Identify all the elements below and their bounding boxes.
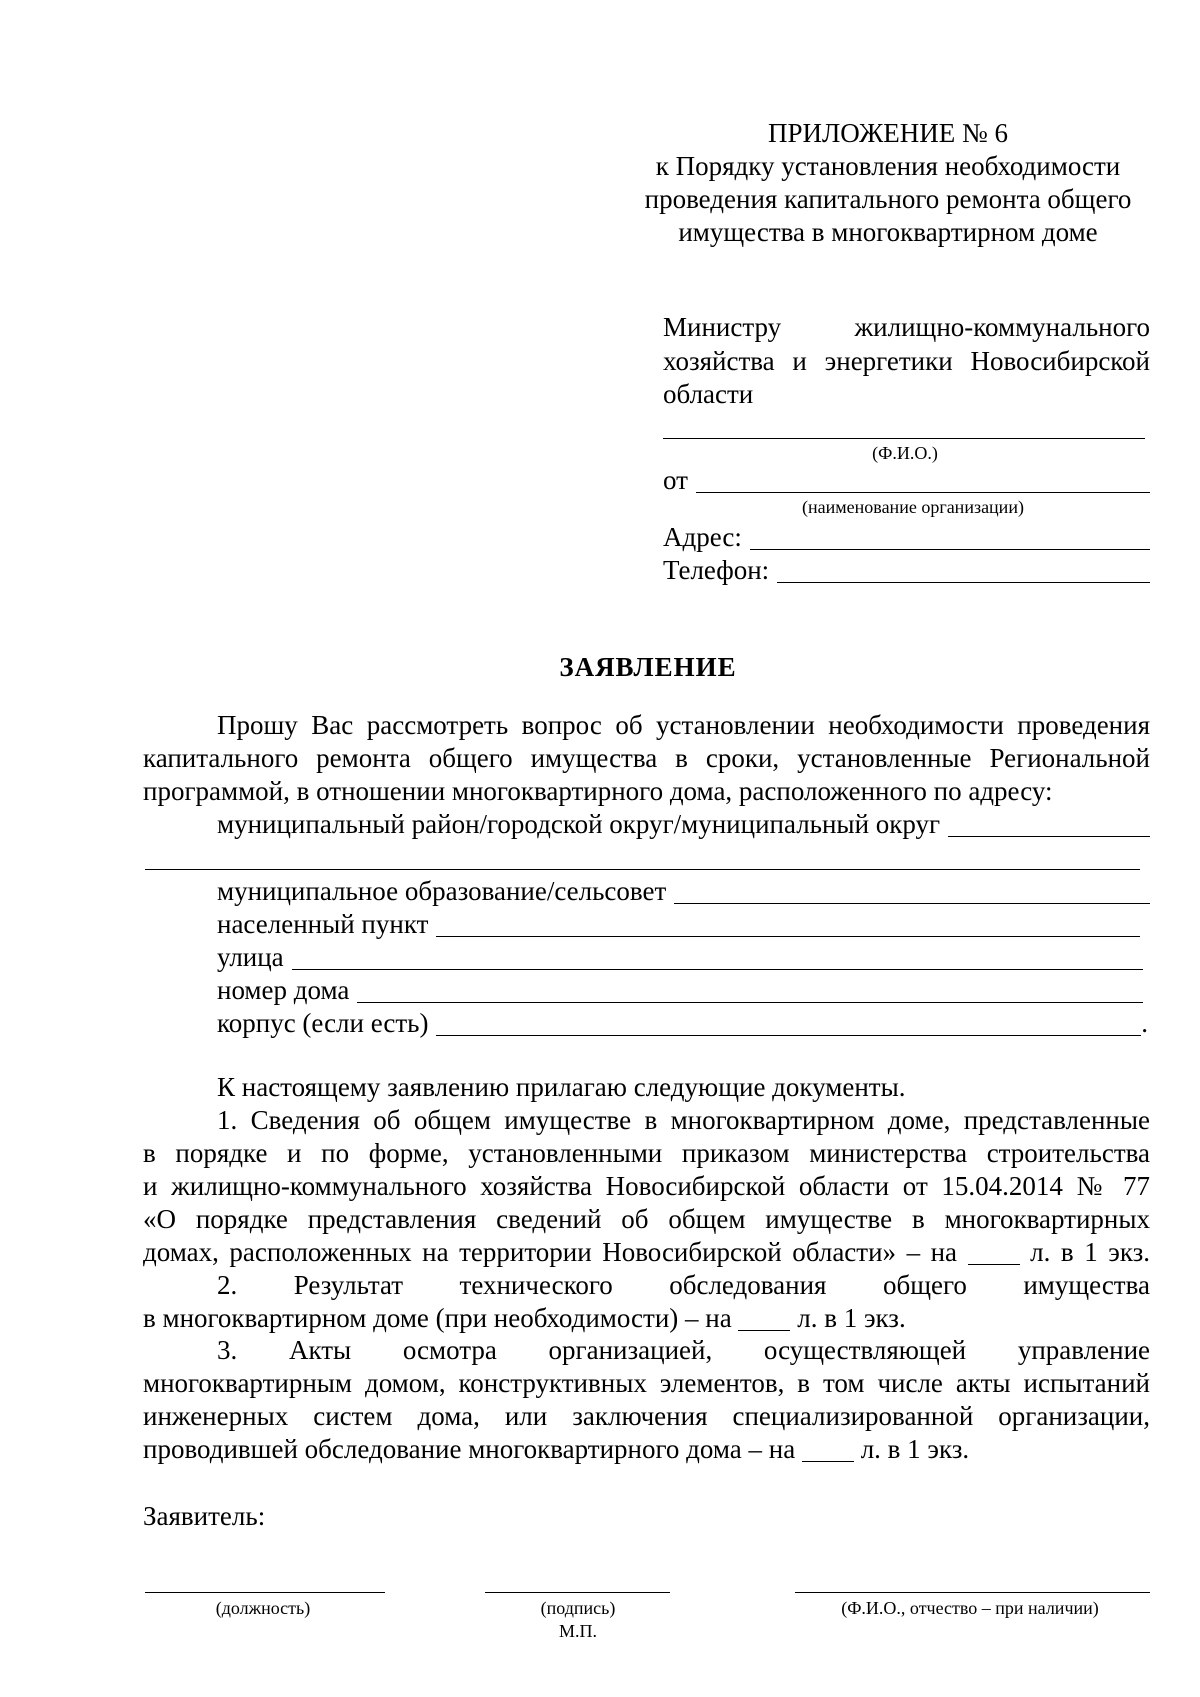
attachment-1-line-4: «О порядке представления сведений об общем имуществе в многоквартирных xyxy=(143,1204,1150,1234)
signature-blank xyxy=(485,1592,670,1593)
municipality-row xyxy=(217,875,1150,907)
request-line-2: капитального ремонта общего имущества в сроки, установленные Региональной xyxy=(143,743,1150,773)
street-label: улица xyxy=(217,942,284,972)
house-label: номер дома xyxy=(217,975,350,1005)
district-row xyxy=(217,808,1150,840)
attachments-intro: К настоящему заявлению прилагаю следующие документы. xyxy=(217,1072,906,1102)
attachment-2-pages-blank xyxy=(738,1329,790,1331)
settlement-row xyxy=(217,908,1140,940)
attachment-3-pages-blank xyxy=(802,1460,854,1462)
attachment-3-line-2: многоквартирным домом, конструктивных элементов, в том числе акты испытаний xyxy=(143,1368,1150,1398)
document-title: ЗАЯВЛЕНИЕ xyxy=(559,652,737,682)
attachment-3-copies: л. в 1 экз. xyxy=(860,1434,970,1464)
district-blank-continuation xyxy=(145,869,1140,870)
from-label: от xyxy=(663,465,688,495)
signature-caption: (подпись) xyxy=(540,1598,616,1618)
attachment-3-line-4 xyxy=(143,1433,969,1465)
building-label: корпус (если есть) xyxy=(217,1008,429,1038)
street-blank xyxy=(292,969,1143,970)
organization-caption: (наименование организации) xyxy=(802,497,1024,517)
request-line-1: Прошу Вас рассмотреть вопрос об установлении необходимости проведения xyxy=(217,710,1150,740)
request-line-3: программой, в отношении многоквартирного дома, расположенного по адресу: xyxy=(143,776,1053,806)
phone-label: Телефон: xyxy=(663,555,770,585)
attachment-1-line-5 xyxy=(143,1236,1150,1268)
addressee-line-3: области xyxy=(663,379,754,409)
settlement-blank xyxy=(436,936,1140,937)
position-blank xyxy=(145,1592,385,1593)
attachment-1-copies: л. в 1 экз. xyxy=(1030,1237,1150,1267)
attachment-2-text: в многоквартирном доме (при необходимости) – на xyxy=(143,1303,732,1333)
building-row xyxy=(217,1007,1148,1039)
applicant-label: Заявитель: xyxy=(143,1501,266,1531)
house-row xyxy=(217,974,1143,1006)
attachment-1-line-1: 1. Сведения об общем имуществе в многоквартирном доме, представленные xyxy=(217,1105,1150,1135)
building-blank xyxy=(436,1035,1141,1036)
appendix-subtitle-line-3: имущества в многоквартирном доме xyxy=(678,217,1098,247)
municipality-label: муниципальное образование/сельсовет xyxy=(217,876,667,906)
district-blank xyxy=(948,836,1150,837)
address-row xyxy=(663,521,1150,553)
addressee-fio-blank xyxy=(663,438,1145,439)
attachment-2-line-1: 2. Результат технического обследования общего имущества xyxy=(217,1270,1150,1300)
street-row xyxy=(217,941,1143,973)
municipality-blank xyxy=(674,903,1150,904)
attachment-2-copies: л. в 1 экз. xyxy=(797,1303,906,1333)
appendix-subtitle-line-2: проведения капитального ремонта общего xyxy=(644,184,1132,214)
house-blank xyxy=(357,1002,1143,1003)
addressee-line-2: хозяйства и энергетики Новосибирской xyxy=(663,346,1150,376)
phone-row xyxy=(663,554,1150,586)
attachment-3-line-1: 3. Акты осмотра организацией, осуществляющей управление xyxy=(217,1335,1150,1365)
addressee-fio-caption: (Ф.И.О.) xyxy=(872,443,938,463)
appendix-subtitle-line-1: к Порядку установления необходимости xyxy=(655,151,1121,181)
applicant-fio-blank xyxy=(795,1592,1150,1593)
from-row xyxy=(663,464,1150,496)
phone-blank xyxy=(777,582,1150,583)
from-blank xyxy=(696,492,1150,493)
address-blank xyxy=(750,549,1150,550)
attachment-3-line-3: инженерных систем дома, или заключения специализированной организации, xyxy=(143,1401,1150,1431)
building-suffix: . xyxy=(1141,1008,1148,1038)
attachment-1-line-3: и жилищно-коммунального хозяйства Новосибирской области от 15.04.2014 № 77 xyxy=(143,1171,1150,1201)
position-caption: (должность) xyxy=(215,1598,311,1618)
address-label: Адрес: xyxy=(663,522,742,552)
applicant-fio-caption: (Ф.И.О., отчество – при наличии) xyxy=(841,1598,1099,1618)
attachment-1-pages-blank xyxy=(968,1263,1020,1265)
seal-caption: М.П. xyxy=(558,1621,597,1641)
attachment-1-text: домах, расположенных на территории Новосибирской области» – на xyxy=(143,1237,958,1267)
settlement-label: населенный пункт xyxy=(217,909,429,939)
attachment-3-text: проводившей обследование многоквартирного дома – на xyxy=(143,1434,796,1464)
appendix-title: ПРИЛОЖЕНИЕ № 6 xyxy=(767,118,1009,148)
attachment-2-line-2 xyxy=(143,1302,906,1334)
district-label: муниципальный район/городской округ/муниципальный округ xyxy=(217,809,941,839)
attachment-1-line-2: в порядке и по форме, установленными приказом министерства строительства xyxy=(143,1138,1150,1168)
addressee-line-1: Министру жилищно-коммунального xyxy=(663,312,1150,342)
